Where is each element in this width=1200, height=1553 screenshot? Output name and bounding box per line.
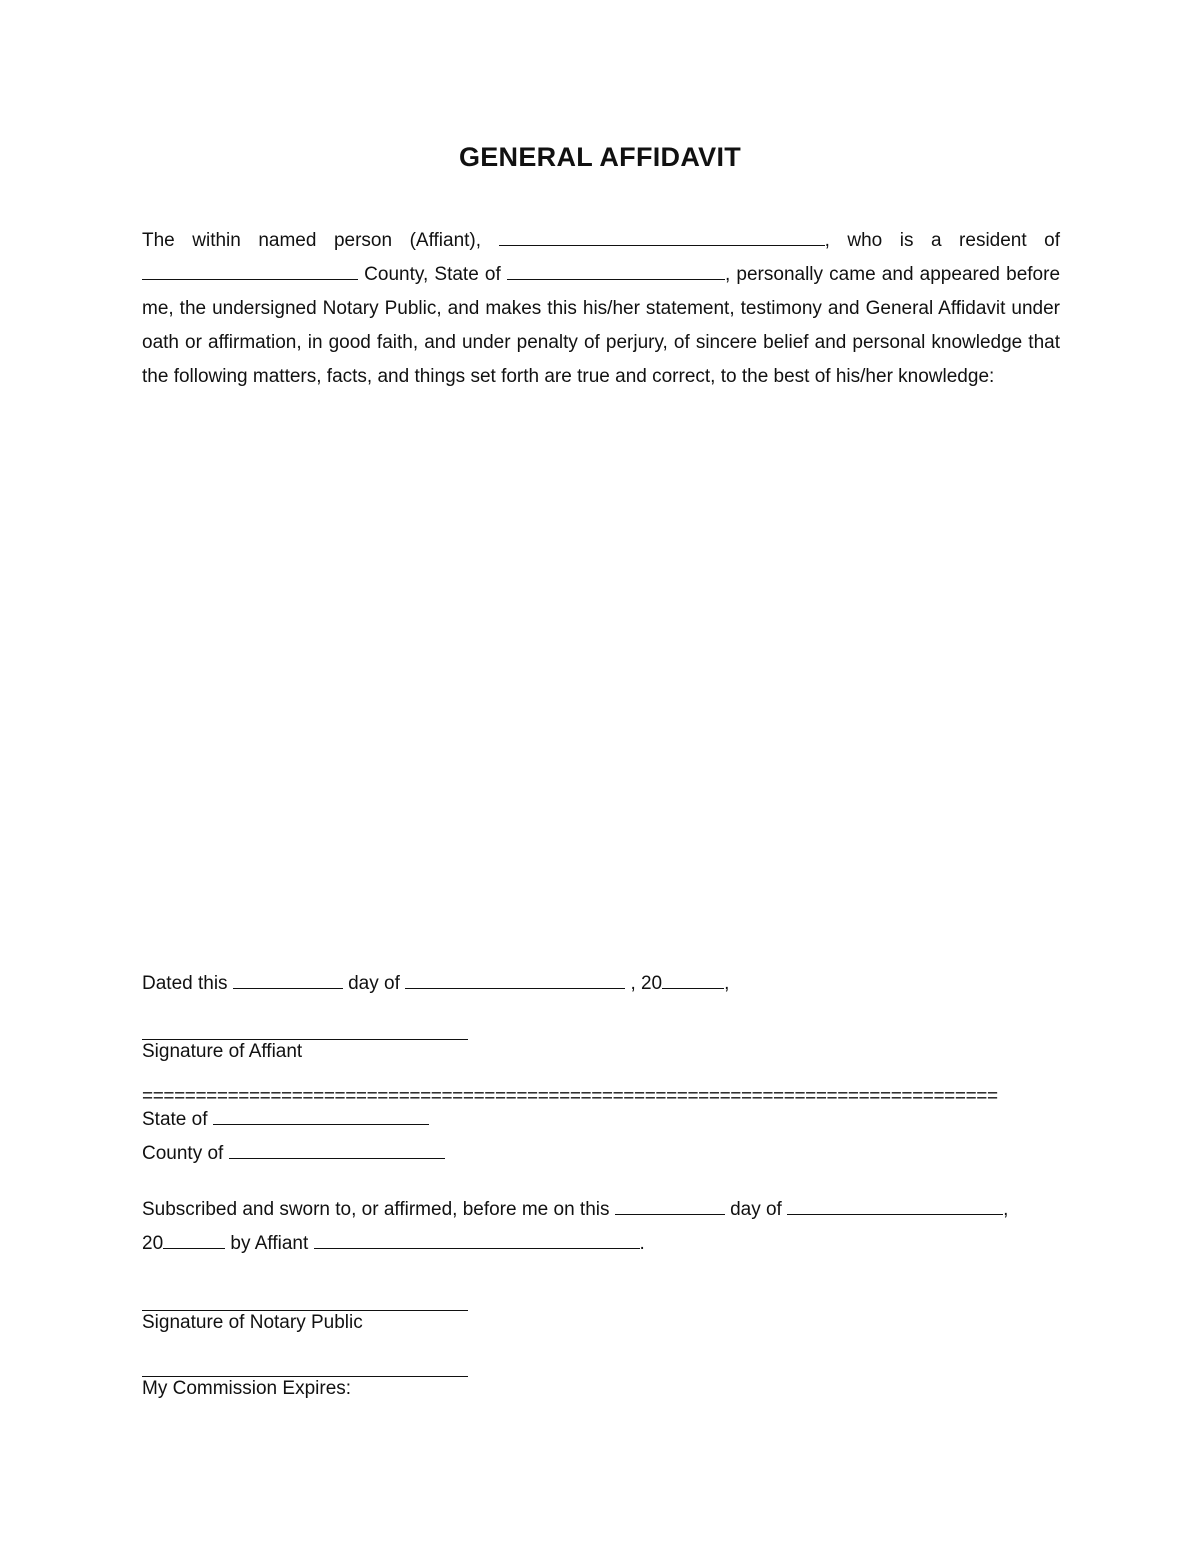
commission-expires-label: My Commission Expires: [142, 1378, 352, 1399]
notary-state-blank[interactable] [213, 1124, 429, 1125]
statement-text-2: , who is a resident of [824, 230, 1061, 251]
resident-county-blank[interactable] [142, 279, 358, 280]
statement-text-3: County, State of [364, 264, 501, 285]
county-line [142, 1142, 445, 1166]
dated-line [142, 972, 729, 996]
sworn-by-affiant: by Affiant [230, 1233, 309, 1254]
document-title: GENERAL AFFIDAVIT [458, 142, 742, 172]
dated-year-blank[interactable] [662, 988, 724, 989]
state-label: State of [142, 1109, 208, 1130]
statement-text-1: The within named person (Affiant), [142, 230, 482, 251]
state-line [142, 1108, 429, 1132]
sworn-year-prefix: 20 [142, 1233, 164, 1254]
dated-month-blank[interactable] [405, 988, 625, 989]
notary-county-blank[interactable] [229, 1158, 445, 1159]
sworn-day-blank[interactable] [615, 1214, 725, 1215]
affiant-statement [142, 224, 1060, 394]
sworn-year-blank[interactable] [163, 1248, 225, 1249]
sworn-line-1 [142, 1198, 1008, 1222]
sworn-affiant-name-blank[interactable] [314, 1248, 640, 1249]
sworn-comma: , [1003, 1199, 1009, 1220]
section-separator: ================================================================================ [142, 1086, 998, 1107]
dated-year-prefix: , 20 [630, 973, 663, 994]
sworn-prefix: Subscribed and sworn to, or affirmed, before me on this [142, 1199, 610, 1220]
statement-text-4: , personally came and appeared before me, the undersigned Notary Public, and makes this his/her statement, testimony and General Affidavit under oath or affirmation, in good faith, and under penalty of perjury, of sincere belief and personal knowledge that the following matters, facts, and things set forth are true and correct, to the best of his/her knowledge: [142, 264, 1061, 387]
sworn-period: . [639, 1233, 645, 1254]
dated-day-blank[interactable] [233, 988, 343, 989]
affiant-signature-label: Signature of Affiant [142, 1041, 303, 1062]
dated-suffix: , [724, 973, 730, 994]
sworn-day-of: day of [730, 1199, 782, 1220]
dated-day-of: day of [348, 973, 400, 994]
county-label: County of [142, 1143, 224, 1164]
notary-signature-label: Signature of Notary Public [142, 1312, 363, 1333]
sworn-month-blank[interactable] [787, 1214, 1003, 1215]
affiant-name-blank[interactable] [499, 245, 825, 246]
sworn-line-2 [142, 1232, 645, 1256]
resident-state-blank[interactable] [507, 279, 725, 280]
dated-prefix: Dated this [142, 973, 228, 994]
